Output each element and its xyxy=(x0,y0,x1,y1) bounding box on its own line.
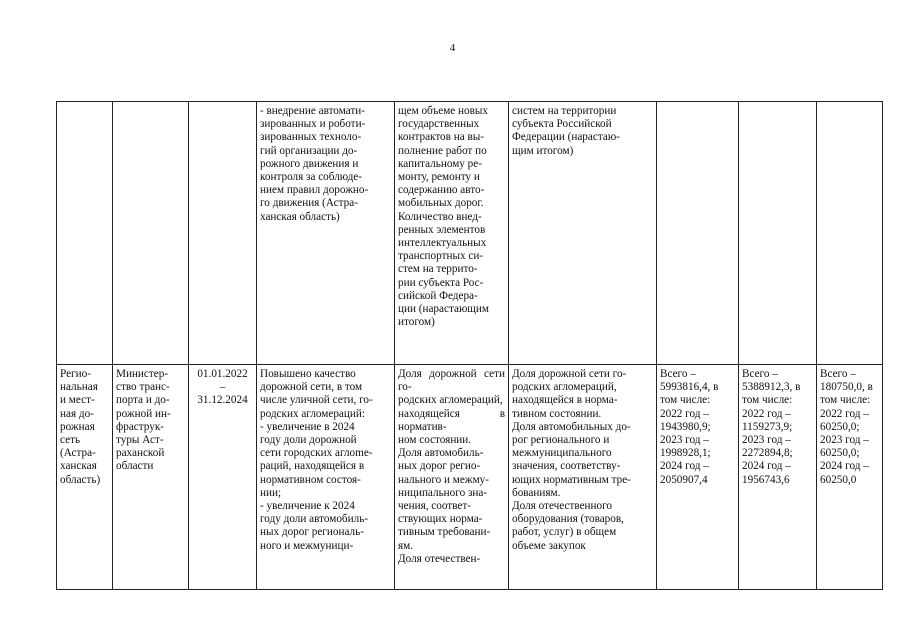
table-cell xyxy=(739,102,817,365)
table-cell xyxy=(57,102,113,365)
funding-total: Всего – 5993816,4, в том числе: 2022 год – 1943980,9; 2023 год – 1998928,1; 2024 год – 2050907,4 xyxy=(660,368,719,486)
responsible-body: Министер- ство транс- порта и до- рожной ин- фраструк- туры Аст- раханской области xyxy=(116,368,171,473)
table-row xyxy=(57,365,883,590)
funding-federal: Всего – 5388912,3, в том числе: 2022 год – 1159273,9; 2023 год – 2272894,8; 2024 год – 1956743,6 xyxy=(742,368,801,486)
table-cell xyxy=(395,102,509,365)
table-cell xyxy=(257,102,395,365)
project-name: Регио- нальная и мест- ная до- рожная сеть (Астра- ханская область) xyxy=(60,368,101,486)
project-period: 01.01.2022 – 31.12.2024 xyxy=(197,368,248,407)
table-cell xyxy=(189,365,257,590)
table-cell xyxy=(395,365,509,590)
page-number: 4 xyxy=(449,42,456,54)
table-cell xyxy=(113,102,189,365)
results-text: Доля дорожной сети го- родских агломераций, находящейся в норма- тивном состоянии. Доля автомобильных до- рог регионального и межмуниципального значения, соответству- ющих нормативным тре- бованиям. Доля отечественного оборудования (товаров, работ, услуг) в общем объеме закупок xyxy=(512,368,631,552)
table-cell xyxy=(509,102,657,365)
indicators-text: щем объеме новых государственных контрактов на вы- полнение работ по капитальному ре- монту, ремонту и содержанию авто- мобильных дорог. Количество внед- ренных элементов интеллектуальных транспортных си- стем на террито- рии субъекта Рос- сийской Федера- ции (нарастающим итогом) xyxy=(398,105,489,329)
indicators-text: Доля дорожной сети го- родских агломераций, находящейся в норматив- ном состоянии. Доля автомобиль- ных дорог регио- нального и межму- ниципального зна- чения, соответ- ствующих норма- тивным требовани- ям. Доля отечествен- xyxy=(398,368,505,565)
table-cell xyxy=(257,365,395,590)
measures-text: - внедрение автомати- зированных и роботи- зированных техноло- гий организации до- рожного движения и контроля за соблюде- нием правил дорожно- го движения (Астра- ханская область) xyxy=(260,105,369,223)
table-cell xyxy=(739,365,817,590)
table-cell xyxy=(657,102,739,365)
table-row xyxy=(57,102,883,365)
results-text: систем на территории субъекта Российской Федерации (нарастаю- щим итогом) xyxy=(512,105,620,157)
table-cell xyxy=(57,365,113,590)
table-cell xyxy=(817,365,883,590)
program-table xyxy=(56,101,883,590)
funding-regional: Всего – 180750,0, в том числе: 2022 год – 60250,0; 2023 год – 60250,0; 2024 год – 60250,0 xyxy=(820,368,873,486)
table-cell xyxy=(817,102,883,365)
measures-text: Повышено качество дорожной сети, в том числе уличной сети, го- родских агломераций: - увеличение в 2024 году доли дорожной сети городских аглome- раций, находящейся в нормативном состоя- нии; - увеличение к 2024 году доли автомобиль- ных дорог региональ- ного и межмуници- xyxy=(260,368,373,552)
table-cell xyxy=(189,102,257,365)
table-cell xyxy=(657,365,739,590)
table-cell xyxy=(113,365,189,590)
table-cell xyxy=(509,365,657,590)
